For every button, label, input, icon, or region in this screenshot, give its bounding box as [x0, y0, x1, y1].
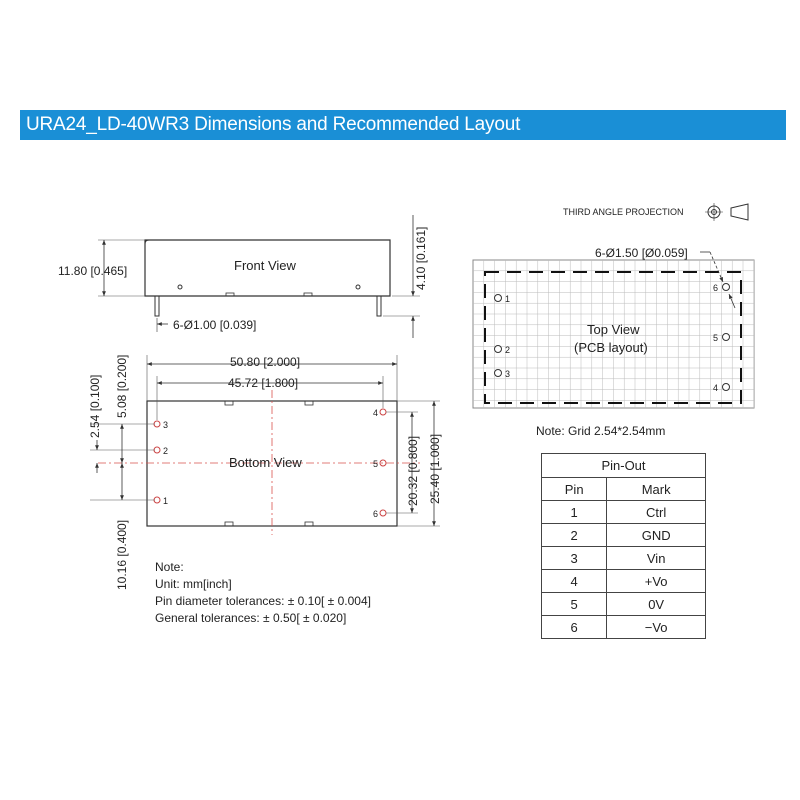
bottom-dim-left-a: 5.08 [0.200]: [115, 354, 129, 418]
bottom-pin-6: [373, 509, 386, 519]
mark-cell: +Vo: [607, 570, 706, 593]
bottom-pin-4: [373, 408, 386, 418]
svg-text:1: 1: [505, 294, 511, 304]
bottom-pin-span: 45.72 [1.800]: [228, 376, 299, 390]
pinout-table: [541, 453, 706, 639]
pin-cell: 2: [542, 524, 607, 547]
svg-text:3: 3: [505, 369, 511, 379]
pinout-col-mark: Mark: [607, 478, 706, 501]
svg-text:3: 3: [163, 420, 169, 430]
top-view-subtitle: (PCB layout): [574, 340, 648, 355]
pin-cell: 1: [542, 501, 607, 524]
svg-text:5: 5: [713, 333, 719, 343]
mark-cell: 0V: [607, 593, 706, 616]
table-row: [542, 524, 706, 547]
bottom-pin-3: [154, 420, 168, 430]
pin-cell: 6: [542, 616, 607, 639]
svg-text:2: 2: [163, 446, 169, 456]
notes-unit: Unit: mm[inch]: [155, 577, 232, 591]
front-view-title: Front View: [234, 258, 296, 273]
grid-note: Note: Grid 2.54*2.54mm: [536, 424, 666, 438]
pinout-col-pin: Pin: [542, 478, 607, 501]
pin-cell: 4: [542, 570, 607, 593]
mark-cell: GND: [607, 524, 706, 547]
svg-text:5: 5: [373, 459, 379, 469]
front-height-dim: 11.80 [0.465]: [58, 264, 128, 278]
top-pin-1: [495, 294, 511, 304]
svg-text:6: 6: [373, 509, 379, 519]
mark-cell: Ctrl: [607, 501, 706, 524]
bottom-view-title: Bottom View: [229, 455, 302, 470]
table-row: [542, 570, 706, 593]
front-view: [58, 215, 428, 338]
bottom-pin-1: [154, 496, 168, 506]
top-view: [473, 246, 754, 438]
svg-text:4: 4: [713, 383, 719, 393]
pinout-title: Pin-Out: [542, 454, 706, 478]
pin-cell: 5: [542, 593, 607, 616]
bottom-dim-left-b: 2.54 [0.100]: [88, 374, 102, 438]
table-row: [542, 547, 706, 570]
page-title: URA24_LD-40WR3 Dimensions and Recommended Layout: [26, 114, 521, 135]
bottom-dim-right-b: 25.40 [1.000]: [428, 433, 442, 504]
top-view-title: Top View: [587, 322, 640, 337]
top-hole-callout: 6-Ø1.50 [Ø0.059]: [595, 246, 688, 260]
top-pin-3: [495, 369, 511, 379]
front-pin-diameter: 6-Ø1.00 [0.039]: [173, 318, 257, 332]
bottom-dim-left-c: 10.16 [0.400]: [115, 519, 129, 590]
table-row: [542, 593, 706, 616]
mark-cell: −Vo: [607, 616, 706, 639]
notes-heading: Note:: [155, 560, 184, 574]
notes-block: [155, 560, 371, 625]
table-row: [542, 616, 706, 639]
bottom-dim-right-a: 20.32 [0.800]: [406, 435, 420, 506]
pin-cell: 3: [542, 547, 607, 570]
front-pin-length-dim: 4.10 [0.161]: [414, 226, 428, 290]
notes-general-tolerance: General tolerances: ± 0.50[ ± 0.020]: [155, 611, 347, 625]
table-row: [542, 501, 706, 524]
notes-pin-tolerance: Pin diameter tolerances: ± 0.10[ ± 0.004]: [155, 594, 371, 608]
bottom-view: [88, 355, 442, 590]
svg-text:4: 4: [373, 408, 379, 418]
mark-cell: Vin: [607, 547, 706, 570]
projection-symbol-icon: [705, 203, 748, 221]
bottom-pin-5: [373, 459, 386, 469]
bottom-overall-width: 50.80 [2.000]: [230, 355, 301, 369]
bottom-pin-2: [154, 446, 168, 456]
projection-label: THIRD ANGLE PROJECTION: [563, 207, 684, 217]
svg-text:1: 1: [163, 496, 169, 506]
svg-text:2: 2: [505, 345, 511, 355]
svg-text:6: 6: [713, 283, 719, 293]
